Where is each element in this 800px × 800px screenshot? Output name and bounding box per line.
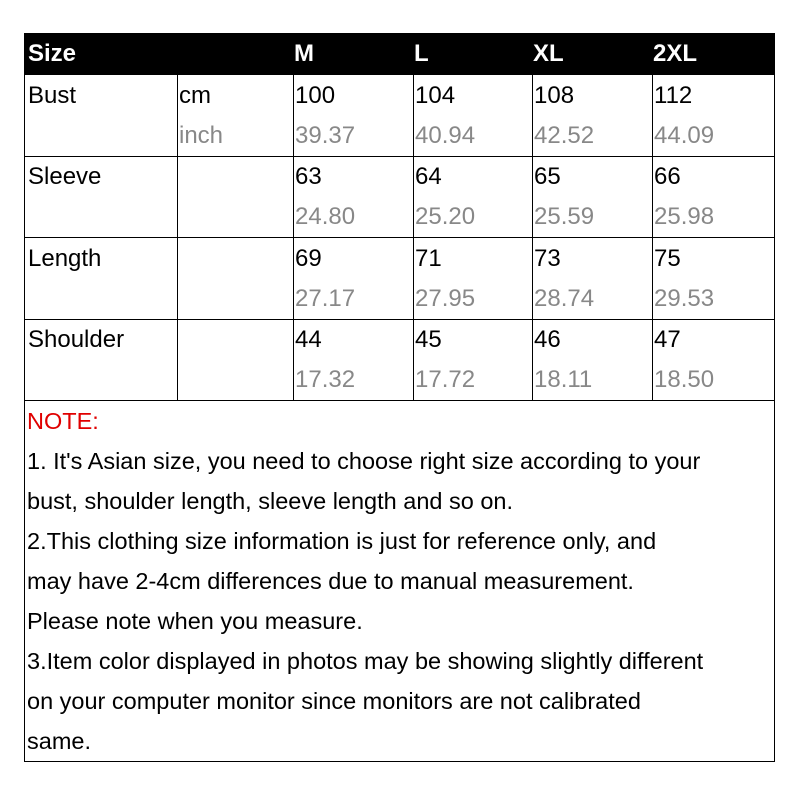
- sleeve-2xl-cm: 66: [654, 163, 681, 190]
- bust-l-cm: 104: [415, 82, 456, 109]
- note-line-3: 2.This clothing size information is just for reference only, and: [27, 528, 657, 554]
- header-size-l: L: [414, 40, 429, 67]
- header-size-m: M: [294, 40, 314, 67]
- shoulder-l-inch: 17.72: [415, 366, 476, 393]
- note-line-8: same.: [27, 728, 91, 754]
- shoulder-m-cm: 44: [295, 326, 322, 353]
- note-line-7: on your computer monitor since monitors are not calibrated: [27, 688, 641, 714]
- length-m-cm: 69: [295, 245, 322, 272]
- row-divider: [25, 400, 774, 401]
- bust-xl-cm: 108: [534, 82, 575, 109]
- column-divider: [652, 75, 653, 401]
- row-divider: [25, 319, 774, 320]
- shoulder-2xl-cm: 47: [654, 326, 681, 353]
- sleeve-l-cm: 64: [415, 163, 442, 190]
- row-label-bust: Bust: [28, 82, 77, 109]
- sleeve-2xl-inch: 25.98: [654, 203, 715, 230]
- column-divider: [532, 75, 533, 401]
- shoulder-l-cm: 45: [415, 326, 442, 353]
- length-xl-cm: 73: [534, 245, 561, 272]
- length-m-inch: 27.17: [295, 285, 356, 312]
- sleeve-xl-inch: 25.59: [534, 203, 595, 230]
- length-xl-inch: 28.74: [534, 285, 595, 312]
- sleeve-m-inch: 24.80: [295, 203, 356, 230]
- shoulder-xl-cm: 46: [534, 326, 561, 353]
- note-title: NOTE:: [27, 408, 99, 434]
- table-header: [25, 34, 774, 75]
- column-divider: [177, 75, 178, 401]
- bust-2xl-cm: 112: [654, 82, 693, 109]
- bust-m-inch: 39.37: [295, 122, 356, 149]
- size-chart: [24, 33, 775, 762]
- note-line-1: 1. It's Asian size, you need to choose right size according to your: [27, 448, 701, 474]
- shoulder-m-inch: 17.32: [295, 366, 356, 393]
- note-line-5: Please note when you measure.: [27, 608, 363, 634]
- column-divider: [293, 75, 294, 401]
- length-2xl-inch: 29.53: [654, 285, 715, 312]
- sleeve-l-inch: 25.20: [415, 203, 476, 230]
- header-size-label: Size: [28, 40, 77, 67]
- sleeve-xl-cm: 65: [534, 163, 561, 190]
- bust-m-cm: 100: [295, 82, 336, 109]
- shoulder-xl-inch: 18.11: [534, 366, 593, 393]
- note-line-2: bust, shoulder length, sleeve length and so on.: [27, 488, 514, 514]
- column-divider: [413, 75, 414, 401]
- bust-2xl-inch: 44.09: [654, 122, 715, 149]
- bust-l-inch: 40.94: [415, 122, 476, 149]
- bust-xl-inch: 42.52: [534, 122, 595, 149]
- shoulder-2xl-inch: 18.50: [654, 366, 715, 393]
- unit-inch: inch: [179, 122, 224, 149]
- sleeve-m-cm: 63: [295, 163, 322, 190]
- header-size-xl: XL: [533, 40, 564, 67]
- length-l-cm: 71: [415, 245, 442, 272]
- length-2xl-cm: 75: [654, 245, 681, 272]
- row-label-length: Length: [28, 245, 102, 272]
- row-label-sleeve: Sleeve: [28, 163, 102, 190]
- row-divider: [25, 237, 774, 238]
- unit-cm: cm: [179, 82, 211, 109]
- row-divider: [25, 156, 774, 157]
- header-size-2xl: 2XL: [653, 40, 698, 67]
- note-line-4: may have 2-4cm differences due to manual measurement.: [27, 568, 634, 594]
- row-label-shoulder: Shoulder: [28, 326, 125, 353]
- note-line-6: 3.Item color displayed in photos may be showing slightly different: [27, 648, 704, 674]
- length-l-inch: 27.95: [415, 285, 476, 312]
